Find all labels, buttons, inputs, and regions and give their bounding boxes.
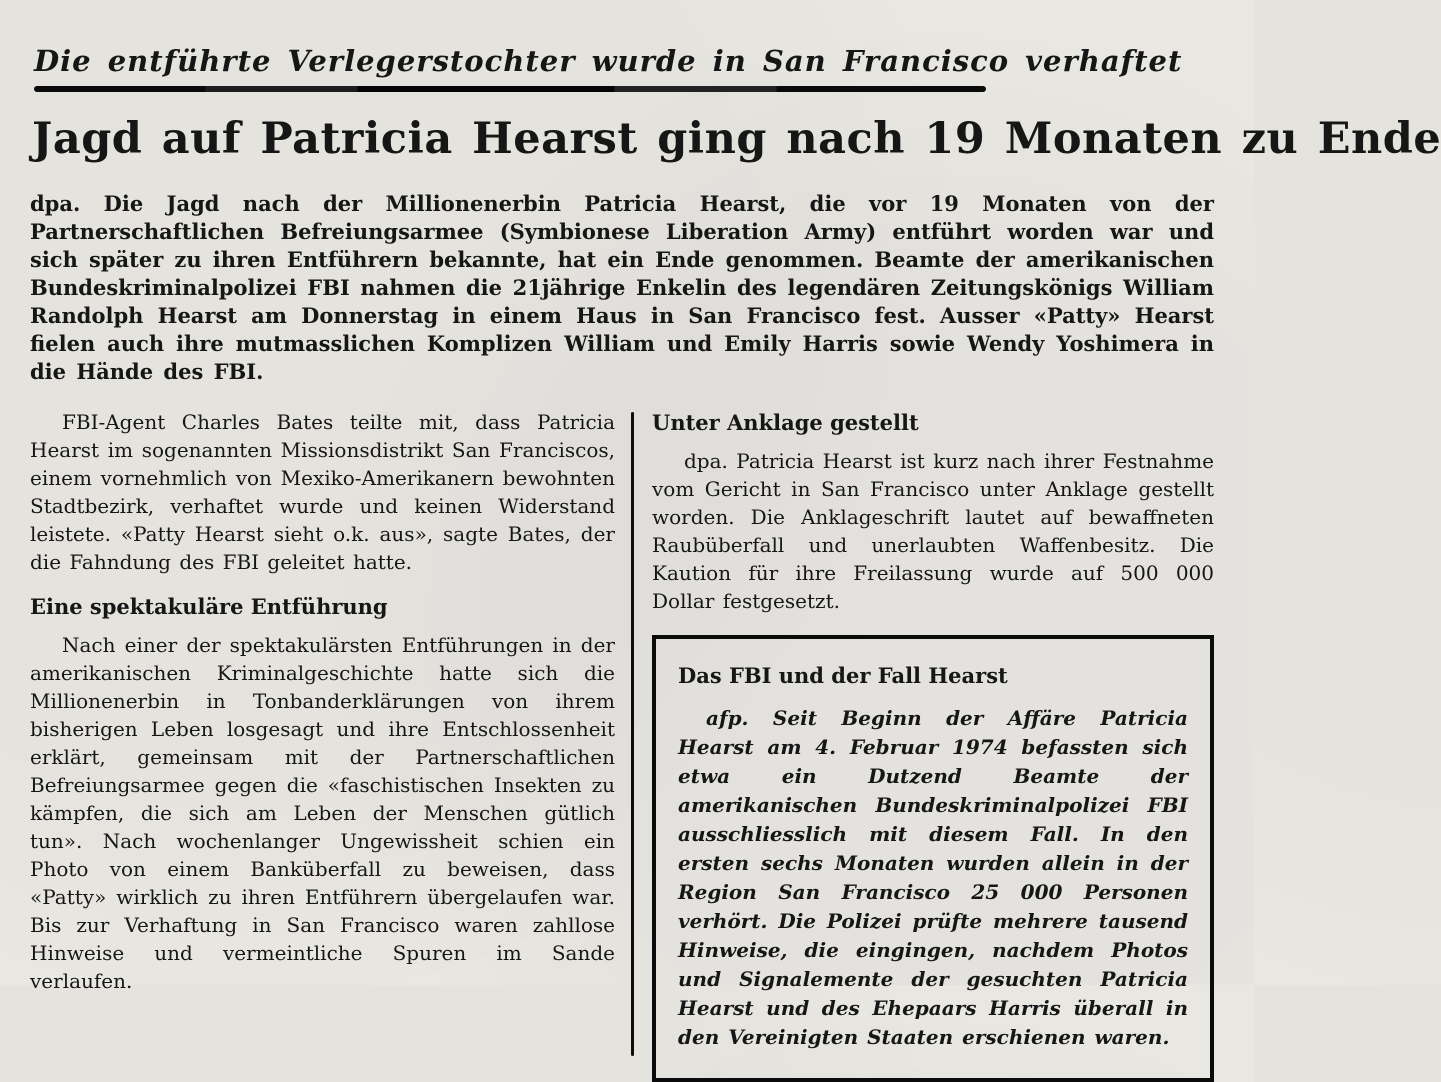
left-subheading: Eine spektakuläre Entführung <box>30 594 388 619</box>
left-column <box>30 408 615 1082</box>
right-paragraph: dpa. Patricia Hearst ist kurz nach ihrer Festnahme vom Gericht in San Francisco unter Anklage gestellt worden. Die Anklageschrift lautet auf bewaffneten Raubüberfall und unerlaubten Waffenbesitz. Die Kaution für ihre Freilassung wurde auf 500 000 Dollar festgesetzt. <box>652 449 1214 613</box>
right-subheading: Unter Anklage gestellt <box>652 410 919 435</box>
lead-paragraph: dpa. Die Jagd nach der Millionenerbin Patricia Hearst, die vor 19 Monaten von der Partnerschaftlichen Befreiungsarmee (Symbionese Liberation Army) entführt worden war und sich später zu ihren Entführern bekannte, hat ein Ende genommen. Beamte der amerikanischen Bundeskriminalpolizei FBI nahmen die 21jährige Enkelin des legendären Zeitungskönigs William Randolph Hearst am Donnerstag in einem Haus in San Francisco fest. Ausser «Patty» Hearst fielen auch ihre mutmasslichen Komplizen William und Emily Harris sowie Wendy Yoshimera in die Hände des FBI. <box>30 191 1214 384</box>
infobox-body: afp. Seit Beginn der Affäre Patricia Hearst am 4. Februar 1974 befassten sich etwa ein Dutzend Beamte der amerikanischen Bundeskriminalpolizei FBI ausschliesslich mit diesem Fall. In den ersten sechs Monaten wurden allein in der Region San Francisco 25 000 Personen verhört. Die Polizei prüfte mehrere tausend Hinweise, die eingingen, nachdem Photos und Signalemente der gesuchten Patricia Hearst und des Ehepaars Harris überall in den Vereinigten Staaten erschienen waren. <box>678 706 1188 1049</box>
left-paragraph-1: FBI-Agent Charles Bates teilte mit, dass Patricia Hearst im sogenannten Missionsdistrikt San Franciscos, einem vornehmlich von Mexiko-Amerikanern bewohnten Stadtbezirk, verhaftet wurde und keinen Widerstand leistete. «Patty Hearst sieht o.k. aus», sagte Bates, der die Fahndung des FBI geleitet hatte. <box>30 410 615 574</box>
kicker-block <box>30 44 1214 92</box>
fbi-infobox <box>652 635 1214 1082</box>
kicker-headline: Die entführte Verlegerstochter wurde in San Francisco verhaftet <box>34 44 1183 78</box>
article-columns <box>30 408 1214 1082</box>
kicker-underline-rule <box>34 86 986 92</box>
infobox-heading: Das FBI und der Fall Hearst <box>678 663 1008 688</box>
right-column <box>652 408 1214 1082</box>
column-divider-rule <box>631 412 634 1056</box>
left-paragraph-2: Nach einer der spektakulärsten Entführungen in der amerikanischen Kriminalgeschichte hatte sich die Millionenerbin in Tonbanderklärungen von ihrem bisherigen Leben losgesagt und ihre Entschlossenheit erklärt, gemeinsam mit der Partnerschaftlichen Befreiungsarmee gegen die «faschistischen Insekten zu kämpfen, die sich am Leben der Menschen gütlich tun». Nach wochenlanger Ungewissheit schien ein Photo von einem Banküberfall zu beweisen, dass «Patty» wirklich zu ihren Entführern übergelaufen war. Bis zur Verhaftung in San Francisco waren zahllose Hinweise und vermeintliche Spuren im Sande verlaufen. <box>30 633 615 993</box>
main-headline: Jagd auf Patricia Hearst ging nach 19 Monaten zu Ende <box>32 114 1441 164</box>
